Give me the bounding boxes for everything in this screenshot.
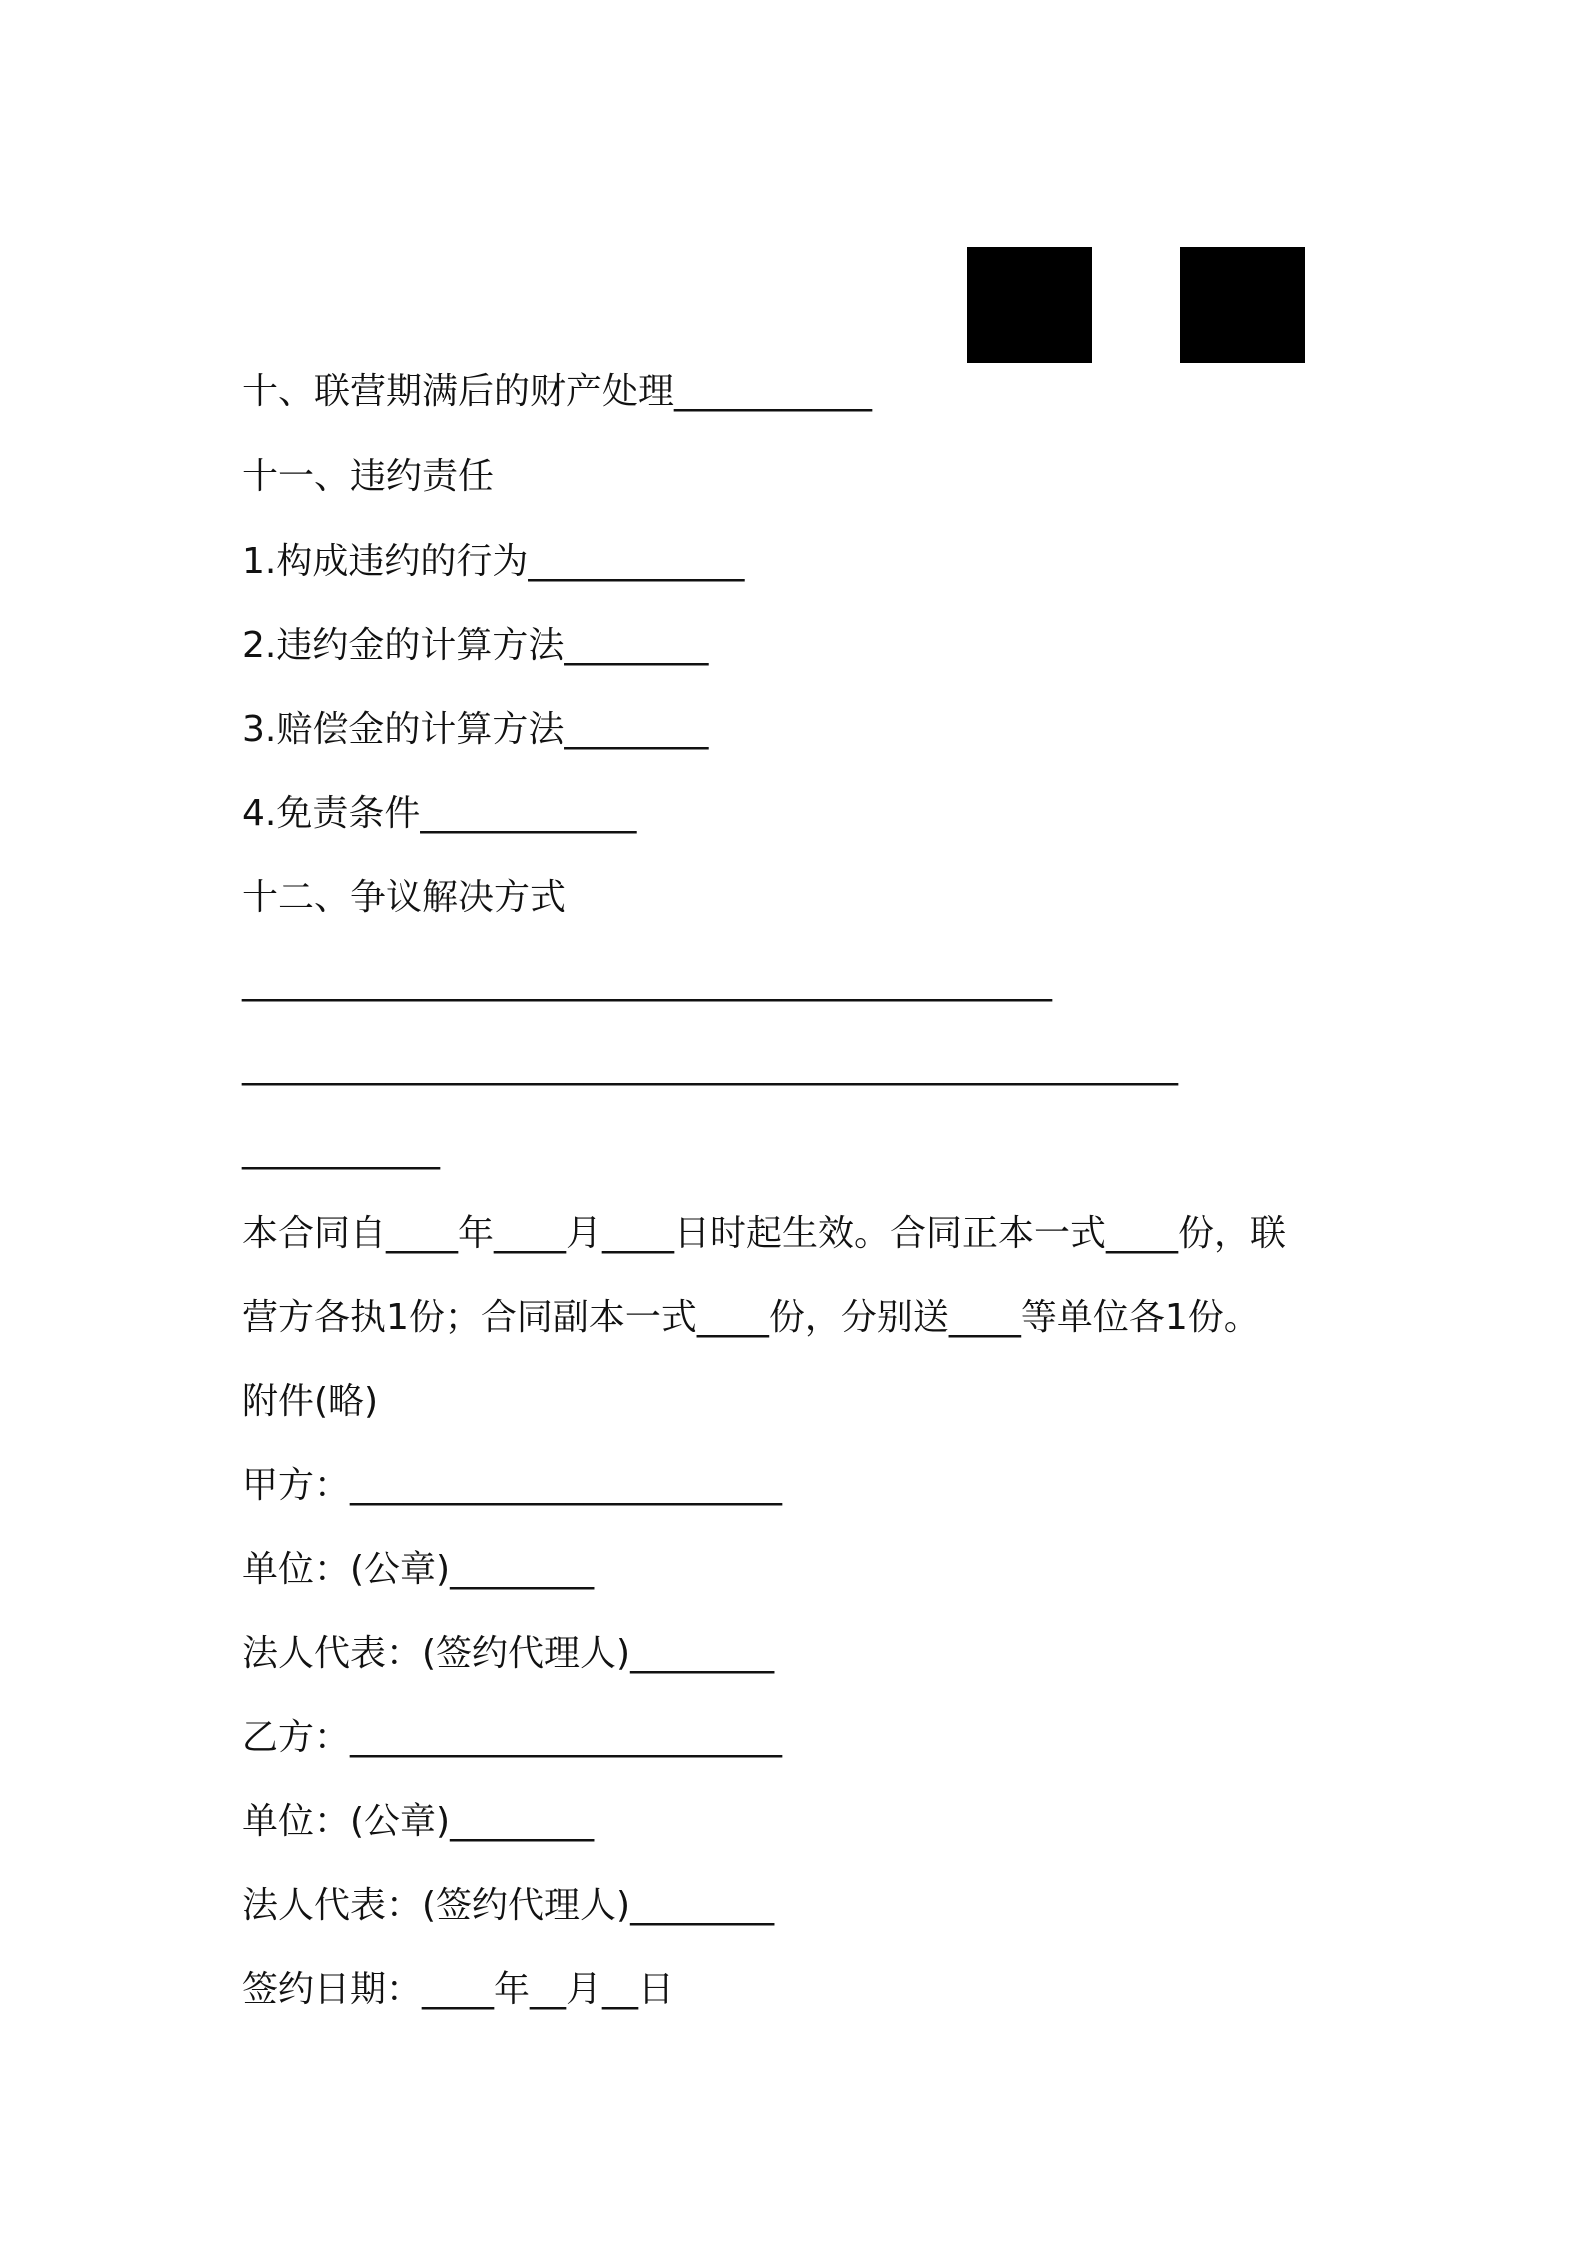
section-10-property-disposal: 十、联营期满后的财产处理___________: [242, 371, 873, 412]
attachment-note: 附件(略): [242, 1381, 379, 1422]
compensation-calculation-line: 3.赔偿金的计算方法________: [242, 709, 709, 750]
dispute-blank-line-1: _____________________________________________: [242, 961, 1052, 1002]
dispute-blank-line-3: ___________: [242, 1129, 440, 1170]
section-11-heading: 十一、违约责任: [242, 456, 495, 497]
redaction-block-left: [967, 247, 1092, 363]
party-a-line: 甲方：________________________: [242, 1465, 783, 1506]
party-b-representative-line: 法人代表：(签约代理人)________: [242, 1885, 775, 1926]
exemption-conditions-line: 4.免责条件____________: [242, 793, 637, 834]
section-12-heading: 十二、争议解决方式: [242, 877, 567, 918]
party-b-line: 乙方：________________________: [242, 1717, 783, 1758]
penalty-calculation-line: 2.违约金的计算方法________: [242, 625, 709, 666]
effective-date-clause-line-1: 本合同自____年____月____日时起生效。合同正本一式____份，联: [242, 1213, 1287, 1254]
party-a-representative-line: 法人代表：(签约代理人)________: [242, 1633, 775, 1674]
breach-behavior-line: 1.构成违约的行为____________: [242, 541, 745, 582]
party-b-seal-line: 单位：(公章)________: [242, 1801, 595, 1842]
effective-date-clause-line-2: 营方各执1份；合同副本一式____份，分别送____等单位各1份。: [242, 1297, 1260, 1338]
party-a-seal-line: 单位：(公章)________: [242, 1549, 595, 1590]
signing-date-line: 签约日期：____年__月__日: [242, 1969, 675, 2010]
redaction-block-right: [1180, 247, 1305, 363]
dispute-blank-line-2: ____________________________________________________: [242, 1045, 1178, 1086]
